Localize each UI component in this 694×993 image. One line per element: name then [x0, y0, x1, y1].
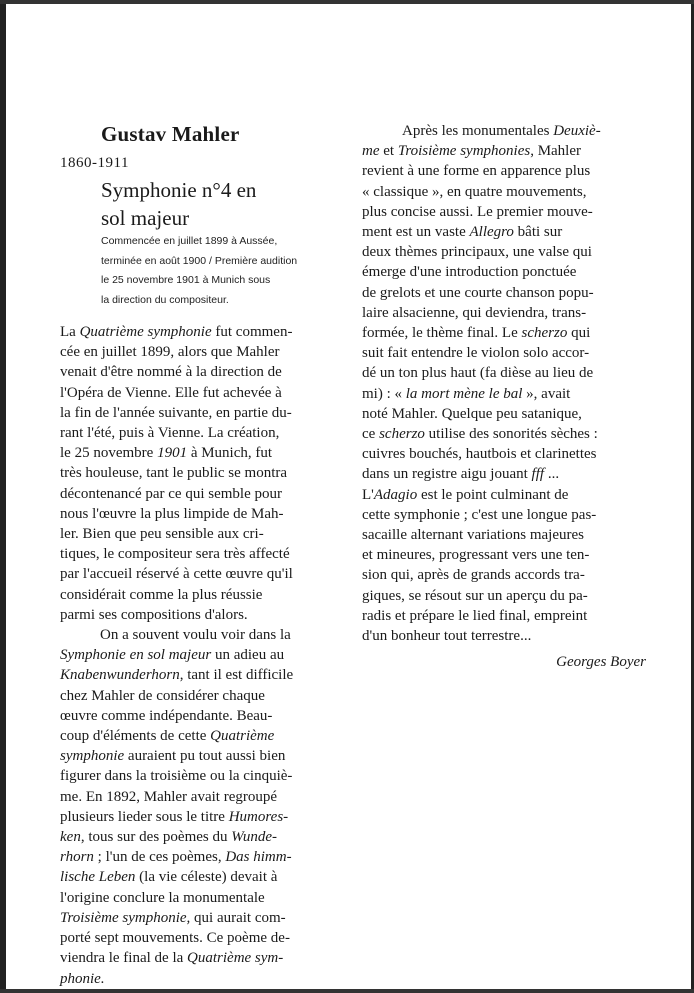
text-line: considérait comme la plus réussie	[60, 586, 263, 603]
text-line: radis et prépare le lied final, empreint	[362, 607, 588, 624]
text-line: la fin de l'année suivante, en partie du-	[60, 404, 292, 421]
premiere-note	[101, 232, 341, 310]
text-line: cuivres bouchés, hautbois et clarinettes	[362, 446, 597, 463]
text-line: symphonie auraient pu tout aussi bien	[60, 748, 286, 765]
scan-edge-top	[0, 0, 694, 4]
text-line: mi) : « la mort mène le bal », avait	[362, 385, 571, 402]
text-line: porté sept mouvements. Ce poème de-	[60, 930, 290, 947]
text-line: phonie.	[60, 970, 105, 987]
text-line: formée, le thème final. Le scherzo qui	[362, 325, 591, 342]
text-line: deux thèmes principaux, une valse qui	[362, 244, 592, 261]
text-line: par l'accueil réservé à cette œuvre qu'il	[60, 566, 293, 583]
text-line: laire alsacienne, qui deviendra, trans-	[362, 304, 587, 321]
note-line: Commencée en juillet 1899 à Aussée,	[101, 235, 278, 247]
text-line: giques, se résout sur un aperçu du pa-	[362, 587, 588, 604]
text-line: « classique », en quatre mouvements,	[362, 183, 587, 200]
composer-name: Gustav Mahler	[101, 122, 240, 146]
text-line: Symphonie en sol majeur un adieu au	[60, 647, 285, 664]
left-text-column	[60, 322, 345, 989]
text-line: La Quatrième symphonie fut commen-	[60, 324, 293, 340]
right-text-column	[362, 121, 648, 646]
text-line: suit fait entendre le violon solo accor-	[362, 345, 590, 362]
text-line: cée en juillet 1899, alors que Mahler	[60, 344, 280, 361]
text-line: ce scherzo utilise des sonorités sèches :	[362, 426, 598, 443]
text-line: coup d'éléments de cette Quatrième	[60, 728, 275, 745]
text-line: plusieurs lieder sous le titre Humores-	[60, 808, 289, 825]
text-line: rhorn ; l'un de ces poèmes, Das himm-	[60, 849, 292, 866]
text-line: l'Opéra de Vienne. Elle fut achevée à	[60, 384, 282, 401]
text-line: Knabenwunderhorn, tant il est difficile	[60, 667, 294, 684]
text-line: parmi ses compositions d'alors.	[60, 606, 248, 623]
text-line: ment est un vaste Allegro bâti sur	[362, 224, 563, 241]
text-line: chez Mahler de considérer chaque	[60, 687, 265, 704]
text-line: de grelots et une courte chanson popu-	[362, 284, 594, 301]
text-line: me. En 1892, Mahler avait regroupé	[60, 788, 278, 805]
text-line: me et Troisième symphonies, Mahler	[362, 143, 582, 160]
work-title-line: Symphonie n°4 en	[101, 178, 257, 202]
text-line: et mineures, progressant vers une ten-	[362, 547, 590, 564]
text-line: l'origine conclure la monumentale	[60, 889, 265, 906]
text-line: tiques, le compositeur sera très affecté	[60, 546, 290, 563]
text-line: cette symphonie ; c'est une longue pas-	[362, 506, 597, 523]
text-line: L'Adagio est le point culminant de	[362, 486, 569, 503]
text-line: plus concise aussi. Le premier mouve-	[362, 203, 593, 220]
text-line: On a souvent voulu voir dans la	[100, 627, 291, 644]
text-line: émerge d'une introduction ponctuée	[362, 264, 577, 281]
scan-edge-bottom	[0, 989, 694, 993]
text-line: venait d'être nommé à la direction de	[60, 364, 282, 381]
scan-edge-left	[0, 0, 6, 993]
text-line: œuvre comme indépendante. Beau-	[60, 707, 273, 724]
note-line: le 25 novembre 1901 à Munich sous	[101, 274, 271, 286]
text-line: ler. Bien que peu sensible aux cri-	[60, 526, 264, 543]
text-line: lische Leben (la vie céleste) devait à	[60, 869, 278, 886]
note-line: terminée en août 1900 / Première audition	[101, 254, 298, 267]
text-line: noté Mahler. Quelque peu satanique,	[362, 405, 582, 422]
text-line: très houleuse, tant le public se montra	[60, 465, 288, 482]
text-line: Après les monumentales Deuxiè-	[402, 123, 601, 139]
text-line: nous l'œuvre la plus limpide de Mah-	[60, 505, 284, 522]
text-line: revient à une forme en apparence plus	[362, 163, 591, 180]
text-line: Troisième symphonie, qui aurait com-	[60, 909, 286, 926]
text-line: d'un bonheur tout terrestre...	[362, 628, 532, 645]
text-line: figurer dans la troisième ou la cinquiè-	[60, 768, 293, 785]
composer-dates: 1860-1911	[60, 155, 129, 171]
text-line: ken, tous sur des poèmes du Wunde-	[60, 829, 278, 846]
text-line: sion qui, après de grands accords tra-	[362, 567, 585, 584]
text-line: dans un registre aigu jouant fff ...	[362, 466, 560, 483]
author-signature: Georges Boyer	[556, 654, 646, 670]
text-line: décontenancé par ce qui semble pour	[60, 485, 282, 502]
text-line: rant l'été, puis à Vienne. La création,	[60, 425, 280, 442]
text-line: le 25 novembre 1901 à Munich, fut	[60, 445, 273, 462]
work-title	[101, 176, 256, 232]
note-line: la direction du compositeur.	[101, 293, 229, 306]
text-line: sacaille alternant variations majeures	[362, 527, 584, 544]
work-title-line: sol majeur	[101, 206, 190, 230]
text-line: viendra le final de la Quatrième sym-	[60, 950, 284, 967]
text-line: dé un ton plus haut (fa dièse au lieu de	[362, 365, 594, 382]
